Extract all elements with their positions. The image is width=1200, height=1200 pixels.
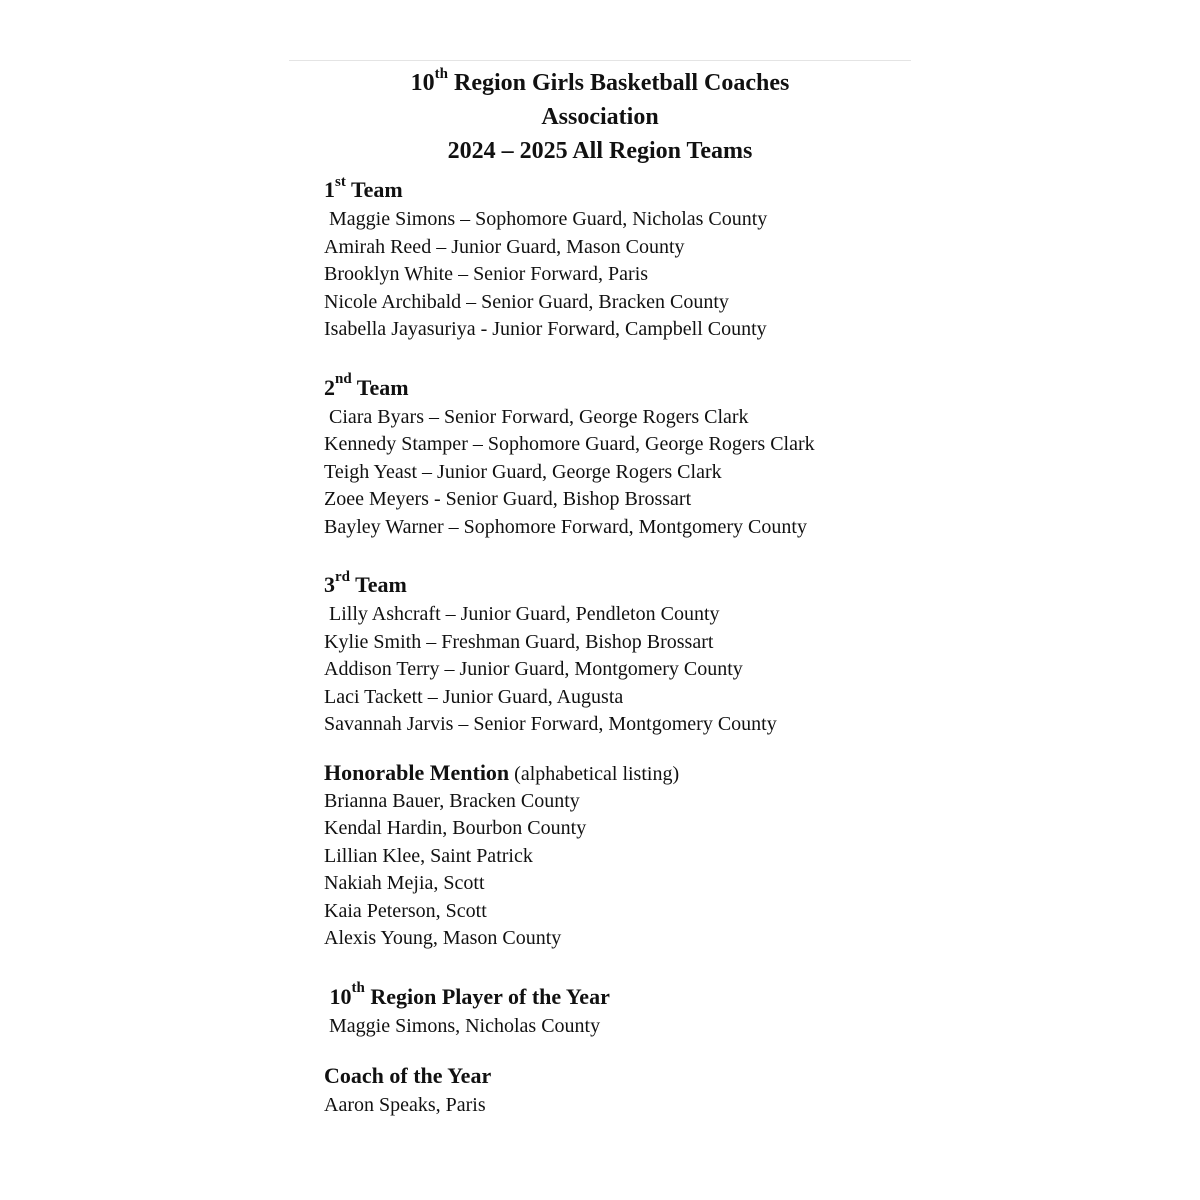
first-team-player: Maggie Simons – Sophomore Guard, Nicholas County [324, 208, 768, 230]
second-team-player: Bayley Warner – Sophomore Forward, Montgomery County [324, 515, 807, 538]
title-line-1: 10th Region Girls Basketball Coaches [410, 66, 790, 96]
title-line-3: 2024 – 2025 All Region Teams [447, 138, 753, 164]
second-team-player: Zoee Meyers - Senior Guard, Bishop Brossart [324, 488, 692, 510]
top-divider [289, 60, 911, 61]
first-team-heading: 1st Team [324, 173, 403, 202]
third-team-player: Laci Tackett – Junior Guard, Augusta [324, 685, 624, 708]
coach-of-year-winner: Aaron Speaks, Paris [324, 1094, 486, 1116]
first-team-player: Brooklyn White – Senior Forward, Paris [324, 263, 649, 285]
player-of-year-winner: Maggie Simons, Nicholas County [324, 1014, 601, 1037]
player-of-year-heading: 10th Region Player of the Year [324, 980, 610, 1009]
coach-of-year-heading: Coach of the Year [324, 1063, 492, 1088]
third-team-player: Addison Terry – Junior Guard, Montgomery County [324, 658, 743, 680]
honorable-mention-player: Lillian Klee, Saint Patrick [324, 844, 533, 867]
honorable-mention-player: Kendal Hardin, Bourbon County [324, 817, 587, 839]
title-line-2: Association [541, 104, 659, 130]
third-team-player: Savannah Jarvis – Senior Forward, Montgomery County [324, 713, 777, 735]
document-body [324, 174, 924, 1120]
honorable-mention-player: Nakiah Mejia, Scott [324, 872, 485, 894]
second-team-player: Teigh Yeast – Junior Guard, George Rogers Clark [324, 460, 722, 483]
second-team-player: Kennedy Stamper – Sophomore Guard, George Rogers Clark [324, 433, 815, 455]
first-team-player: Isabella Jayasuriya - Junior Forward, Campbell County [324, 318, 767, 340]
third-team-player: Kylie Smith – Freshman Guard, Bishop Brossart [324, 630, 714, 653]
second-team-heading: 2nd Team [324, 371, 409, 400]
third-team-player: Lilly Ashcraft – Junior Guard, Pendleton County [324, 603, 720, 625]
honorable-mention-player: Brianna Bauer, Bracken County [324, 789, 580, 812]
honorable-mention-player: Kaia Peterson, Scott [324, 899, 487, 922]
honorable-mention-heading: Honorable Mention (alphabetical listing) [324, 759, 680, 785]
document-title [289, 66, 911, 168]
honorable-mention-player: Alexis Young, Mason County [324, 927, 562, 949]
first-team-player: Nicole Archibald – Senior Guard, Bracken County [324, 290, 729, 313]
third-team-heading: 3rd Team [324, 568, 407, 597]
second-team-player: Ciara Byars – Senior Forward, George Rogers Clark [324, 405, 749, 428]
first-team-player: Amirah Reed – Junior Guard, Mason County [324, 235, 685, 258]
